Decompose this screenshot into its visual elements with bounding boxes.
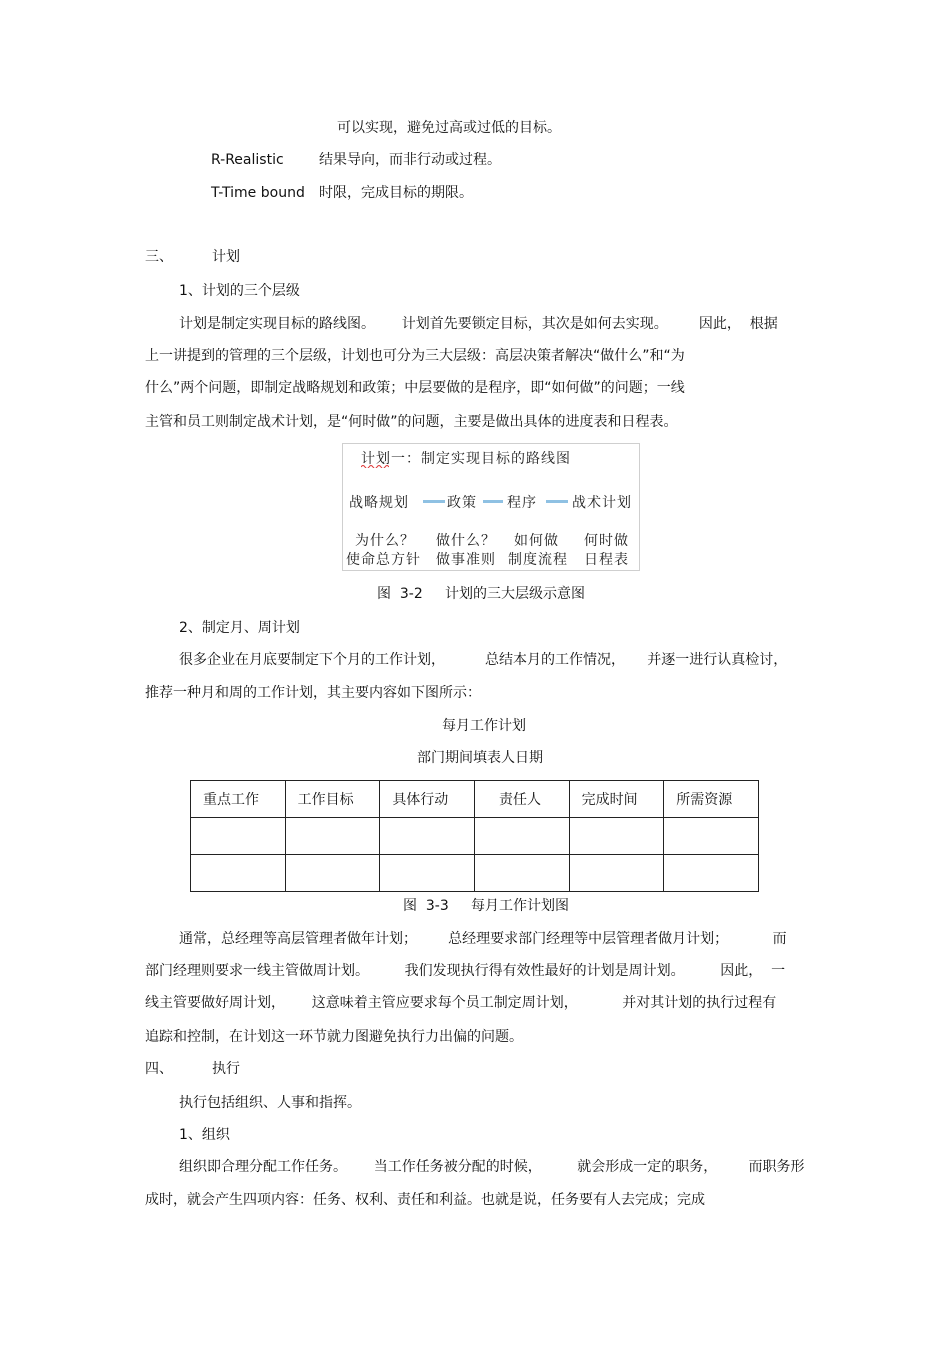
paragraph-line: 推荐一种月和周的工作计划，其主要内容如下图所示： xyxy=(145,685,481,701)
table-title: 每月工作计划 xyxy=(442,718,526,734)
table-cell xyxy=(664,818,759,855)
paragraph-line: 上一讲提到的管理的三个层级，计划也可分为三大层级：高层决策者解决“做什么”和“为 xyxy=(145,348,685,364)
item-mission: 使命总方针 xyxy=(346,552,421,568)
table-cell xyxy=(191,818,286,855)
smart-a-continuation: 可以实现，避免过高或过低的目标。 xyxy=(337,120,561,136)
table-header-cell: 完成时间 xyxy=(569,781,664,818)
subsection-3-1-title: 1、计划的三个层级 xyxy=(179,283,300,299)
table-header-cell: 重点工作 xyxy=(191,781,286,818)
question-when: 何时做 xyxy=(584,533,629,549)
table-cell xyxy=(569,855,664,892)
section-4-number: 四、 xyxy=(145,1061,173,1077)
figure-3-2-caption: 图 3-2 计划的三大层级示意图 xyxy=(377,586,586,602)
paragraph-line: 追踪和控制，在计划这一环节就力图避免执行力出偏的问题。 xyxy=(145,1029,523,1045)
paragraph-line: 组织即合理分配工作任务。 当工作任务被分配的时候， 就会形成一定的职务， 而职务形 xyxy=(179,1159,805,1175)
table-header-cell: 责任人 xyxy=(474,781,569,818)
paragraph-line: 计划是制定实现目标的路线图。 计划首先要锁定目标，其次是如何去实现。 因此， 根据 xyxy=(179,316,778,332)
paragraph-line: 很多企业在月底要制定下个月的工作计划， 总结本月的工作情况， 并逐一进行认真检讨， xyxy=(179,652,788,668)
table-cell xyxy=(664,855,759,892)
paragraph-line: 通常，总经理等高层管理者做年计划； 总经理要求部门经理等中层管理者做月计划； 而 xyxy=(179,931,787,947)
underline-squiggle xyxy=(361,464,389,468)
chain-strategy: 战略规划 xyxy=(349,495,409,511)
table-header-cell: 所需资源 xyxy=(664,781,759,818)
question-how: 如何做 xyxy=(514,533,559,549)
table-header-cell: 具体行动 xyxy=(380,781,475,818)
table-cell xyxy=(285,855,380,892)
table-subtitle: 部门期间填表人日期 xyxy=(417,750,543,766)
question-why: 为什么？ xyxy=(355,533,415,549)
item-process: 制度流程 xyxy=(508,552,568,568)
section-3-number: 三、 xyxy=(145,249,173,265)
smart-r-label: R-Realistic xyxy=(211,152,284,168)
table-cell xyxy=(380,855,475,892)
paragraph-line: 什么”两个问题，即制定战略规划和政策；中层要做的是程序，即“如何做”的问题；一线 xyxy=(145,380,685,396)
table-header-row xyxy=(191,781,759,818)
item-rules: 做事准则 xyxy=(436,552,496,568)
paragraph-line: 主管和员工则制定战术计划，是“何时做”的问题，主要是做出具体的进度表和日程表。 xyxy=(145,414,678,430)
section-3-title: 计划 xyxy=(212,249,240,265)
paragraph-line: 部门经理则要求一线主管做周计划。 我们发现执行得有效性最好的计划是周计划。 因此， 一 xyxy=(145,963,786,979)
smart-t-text: 时限，完成目标的期限。 xyxy=(319,185,473,201)
table-cell xyxy=(380,818,475,855)
section-4-intro: 执行包括组织、人事和指挥。 xyxy=(179,1095,361,1111)
figure-3-3-caption: 图 3-3 每月工作计划图 xyxy=(403,898,570,914)
item-schedule: 日程表 xyxy=(584,552,629,568)
section-4-title: 执行 xyxy=(212,1061,240,1077)
figure-header: 计划一：制定实现目标的路线图 xyxy=(361,451,571,467)
chain-tactical: 战术计划 xyxy=(572,495,632,511)
subsection-4-1-title: 1、组织 xyxy=(179,1127,230,1143)
paragraph-line: 成时，就会产生四项内容：任务、权利、责任和利益。也就是说，任务要有人去完成；完成 xyxy=(145,1192,705,1208)
plan-levels-figure xyxy=(342,443,640,571)
table-row xyxy=(191,855,759,892)
table-cell xyxy=(474,855,569,892)
chain-connector xyxy=(483,500,503,503)
paragraph-line: 线主管要做好周计划， 这意味着主管应要求每个员工制定周计划， 并对其计划的执行过程有 xyxy=(145,995,777,1011)
smart-t-label: T-Time bound xyxy=(211,185,305,201)
table-cell xyxy=(191,855,286,892)
question-what: 做什么？ xyxy=(436,533,496,549)
table-cell xyxy=(474,818,569,855)
chain-policy: 政策 xyxy=(447,495,477,511)
subsection-3-2-title: 2、制定月、周计划 xyxy=(179,620,300,636)
smart-r-text: 结果导向，而非行动或过程。 xyxy=(319,152,501,168)
chain-connector xyxy=(546,500,568,503)
chain-procedure: 程序 xyxy=(507,495,537,511)
table-cell xyxy=(285,818,380,855)
monthly-plan-table xyxy=(190,780,759,892)
table-row xyxy=(191,818,759,855)
table-header-cell: 工作目标 xyxy=(285,781,380,818)
chain-connector xyxy=(423,500,445,503)
table-cell xyxy=(569,818,664,855)
